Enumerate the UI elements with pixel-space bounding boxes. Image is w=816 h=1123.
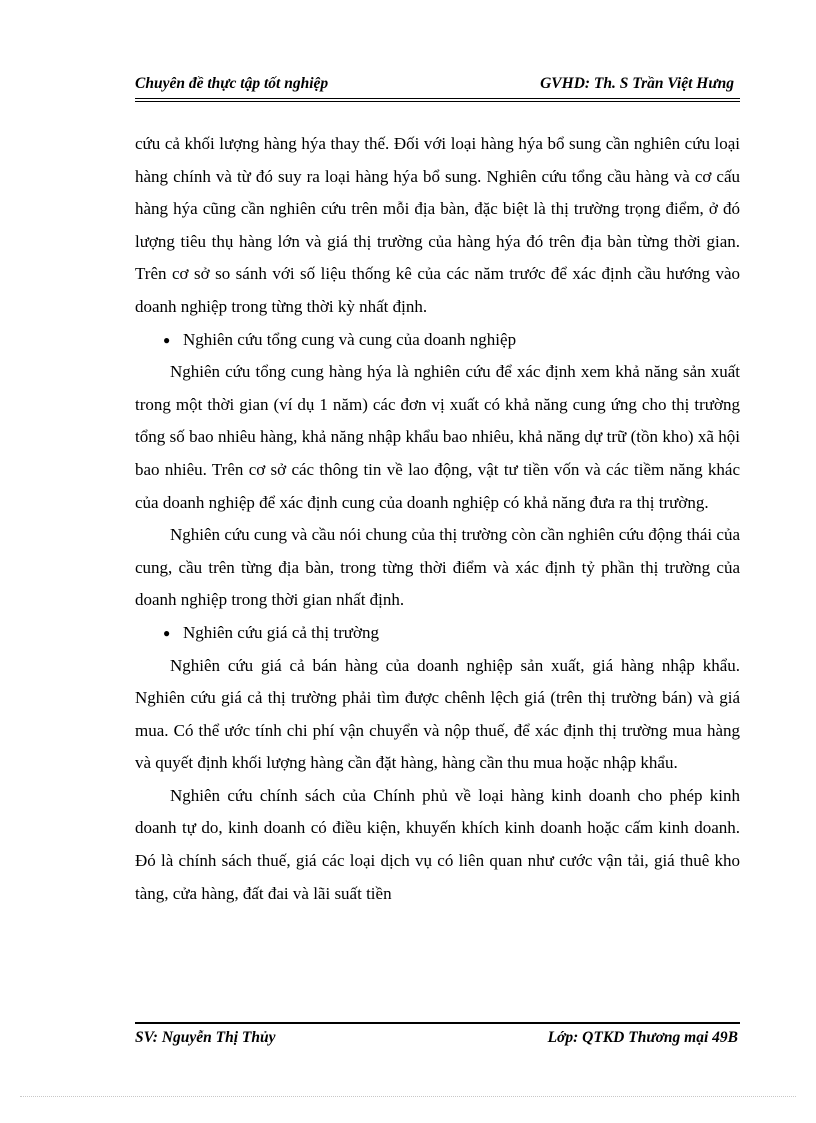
bullet-item-price <box>135 617 740 650</box>
bullet-item-label: Nghiên cứu tổng cung và cung của doanh nghiệp <box>183 329 517 349</box>
header-advisor: GVHD: Th. S Trần Việt Hưng <box>540 75 734 92</box>
paragraph-4: Nghiên cứu giá cả bán hàng của doanh nghiệp sản xuất, giá hàng nhập khẩu. Nghiên cứu giá cả thị trường phải tìm được chênh lệch giá (trên thị trường bán) và giá mua. Có thể ước tính chi phí vận chuyển và nộp thuế, để xác định thị trường mua hàng và quyết định khối lượng hàng cần đặt hàng, hàng cần thu mua hoặc nhập khẩu. <box>135 655 740 773</box>
paragraph-2: Nghiên cứu tổng cung hàng hýa là nghiên cứu để xác định xem khả năng sản xuất trong một thời gian (ví dụ 1 năm) các đơn vị xuất có khả năng cung ứng cho thị trường tổng số bao nhiêu hàng, khả năng nhập khẩu bao nhiêu, khả năng dự trữ (tồn kho) xã hội bao nhiêu. Trên cơ sở các thông tin về lao động, vật tư tiền vốn và các tiềm năng khác của doanh nghiệp để xác định cung của doanh nghiệp có khả năng đưa ra thị trường. <box>135 362 740 512</box>
body-text <box>135 128 740 910</box>
bullet-icon: ● <box>163 332 171 347</box>
page-header <box>135 72 740 102</box>
paragraph-1: cứu cả khối lượng hàng hýa thay thế. Đối với loại hàng hýa bổ sung cần nghiên cứu loại hàng chính và từ đó suy ra loại hàng hýa bổ sung. Nghiên cứu tổng cầu hàng và cơ cấu hàng hýa cũng cần nghiên cứu trên mỗi địa bàn, đặc biệt là thị trường trọng điểm, ở đó lượng tiêu thụ hàng lớn và giá thị trường của hàng hýa đó trên địa bàn từng thời gian. Trên cơ sở so sánh với số liệu thống kê của các năm trước để xác định cầu hướng vào doanh nghiệp trong từng thời kỳ nhất định. <box>135 134 740 316</box>
page-footer <box>135 1022 740 1050</box>
footer-student: SV: Nguyễn Thị Thủy <box>135 1029 276 1046</box>
bullet-icon: ● <box>163 625 171 640</box>
bullet-item-label: Nghiên cứu giá cả thị trường <box>183 622 379 642</box>
bullet-item-supply <box>135 324 740 357</box>
paragraph-5: Nghiên cứu chính sách của Chính phủ về loại hàng kinh doanh cho phép kinh doanh tự do, kinh doanh có điều kiện, khuyến khích kinh doanh hoặc cấm kinh doanh. Đó là chính sách thuế, giá các loại dịch vụ có liên quan như cước vận tải, giá thuê kho tàng, cửa hàng, đất đai và lãi suất tiền <box>135 785 740 903</box>
paragraph-3: Nghiên cứu cung và cầu nói chung của thị trường còn cần nghiên cứu động thái của cung, cầu trên từng địa bàn, trong từng thời điểm và xác định tỷ phần thị trường của doanh nghiệp trong thời gian nhất định. <box>135 525 740 610</box>
page-break-divider <box>20 1096 796 1097</box>
header-title: Chuyên đề thực tập tốt nghiệp <box>135 75 329 92</box>
footer-class: Lớp: QTKD Thương mại 49B <box>547 1029 738 1046</box>
